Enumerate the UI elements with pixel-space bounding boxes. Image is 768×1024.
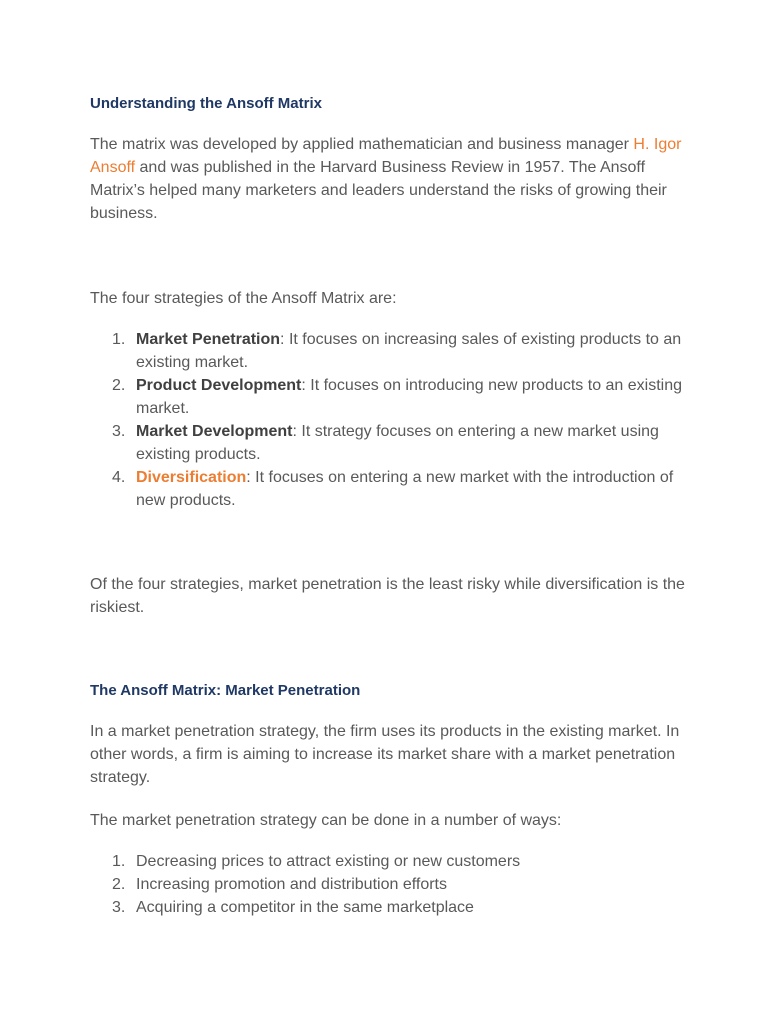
list-number: 1.: [112, 331, 126, 348]
strategy-term: Market Development: [136, 423, 293, 440]
list-number: 2.: [112, 876, 126, 893]
penetration-paragraph: In a market penetration strategy, the firm uses its products in the existing market. In other words, a firm is aiming to increase its market share with a market penetration strategy.: [90, 723, 680, 786]
strategy-term-highlighted: Diversification: [136, 469, 247, 486]
strategy-item: [90, 328, 690, 374]
penetration-ways-intro: The market penetration strategy can be done in a number of ways:: [90, 812, 562, 829]
list-number: 3.: [112, 899, 126, 916]
way-item: [90, 873, 690, 896]
strategy-desc: : It focuses on increasing sales of existing products to an existing market.: [136, 331, 682, 371]
list-number: 1.: [112, 853, 126, 870]
strategies-intro: The four strategies of the Ansoff Matrix are:: [90, 290, 397, 307]
strategy-item: [90, 420, 690, 466]
way-item: [90, 896, 690, 919]
list-number: 2.: [112, 377, 126, 394]
ansoff-link[interactable]: H. Igor Ansoff: [90, 136, 682, 176]
strategy-term: Market Penetration: [136, 331, 281, 348]
way-text: Acquiring a competitor in the same marketplace: [136, 899, 474, 916]
intro-text-start: The matrix was developed by applied mathematician and business manager: [90, 136, 634, 153]
penetration-ways-list: [90, 850, 690, 919]
strategy-desc: : It focuses on entering a new market with the introduction of new products.: [136, 469, 674, 509]
strategy-item: [90, 374, 690, 420]
strategy-term: Product Development: [136, 377, 302, 394]
intro-text-end: and was published in the Harvard Business Review in 1957. The Ansoff Matrix’s helped many marketers and leaders understand the risks of growing their business.: [90, 159, 667, 222]
strategy-desc: : It strategy focuses on entering a new market using existing products.: [136, 423, 659, 463]
section-heading-market-penetration: The Ansoff Matrix: Market Penetration: [90, 682, 361, 699]
strategy-item: [90, 466, 690, 512]
way-text: Increasing promotion and distribution efforts: [136, 876, 447, 893]
list-number: 4.: [112, 469, 126, 486]
strategy-desc: : It focuses on introducing new products to an existing market.: [136, 377, 683, 417]
section-heading-understanding: Understanding the Ansoff Matrix: [90, 95, 322, 112]
intro-paragraph: [90, 133, 690, 225]
strategies-list: [90, 328, 690, 512]
risk-note-paragraph: Of the four strategies, market penetration is the least risky while diversification is the riskiest.: [90, 576, 685, 616]
way-text: Decreasing prices to attract existing or new customers: [136, 853, 521, 870]
list-number: 3.: [112, 423, 126, 440]
way-item: [90, 850, 690, 873]
